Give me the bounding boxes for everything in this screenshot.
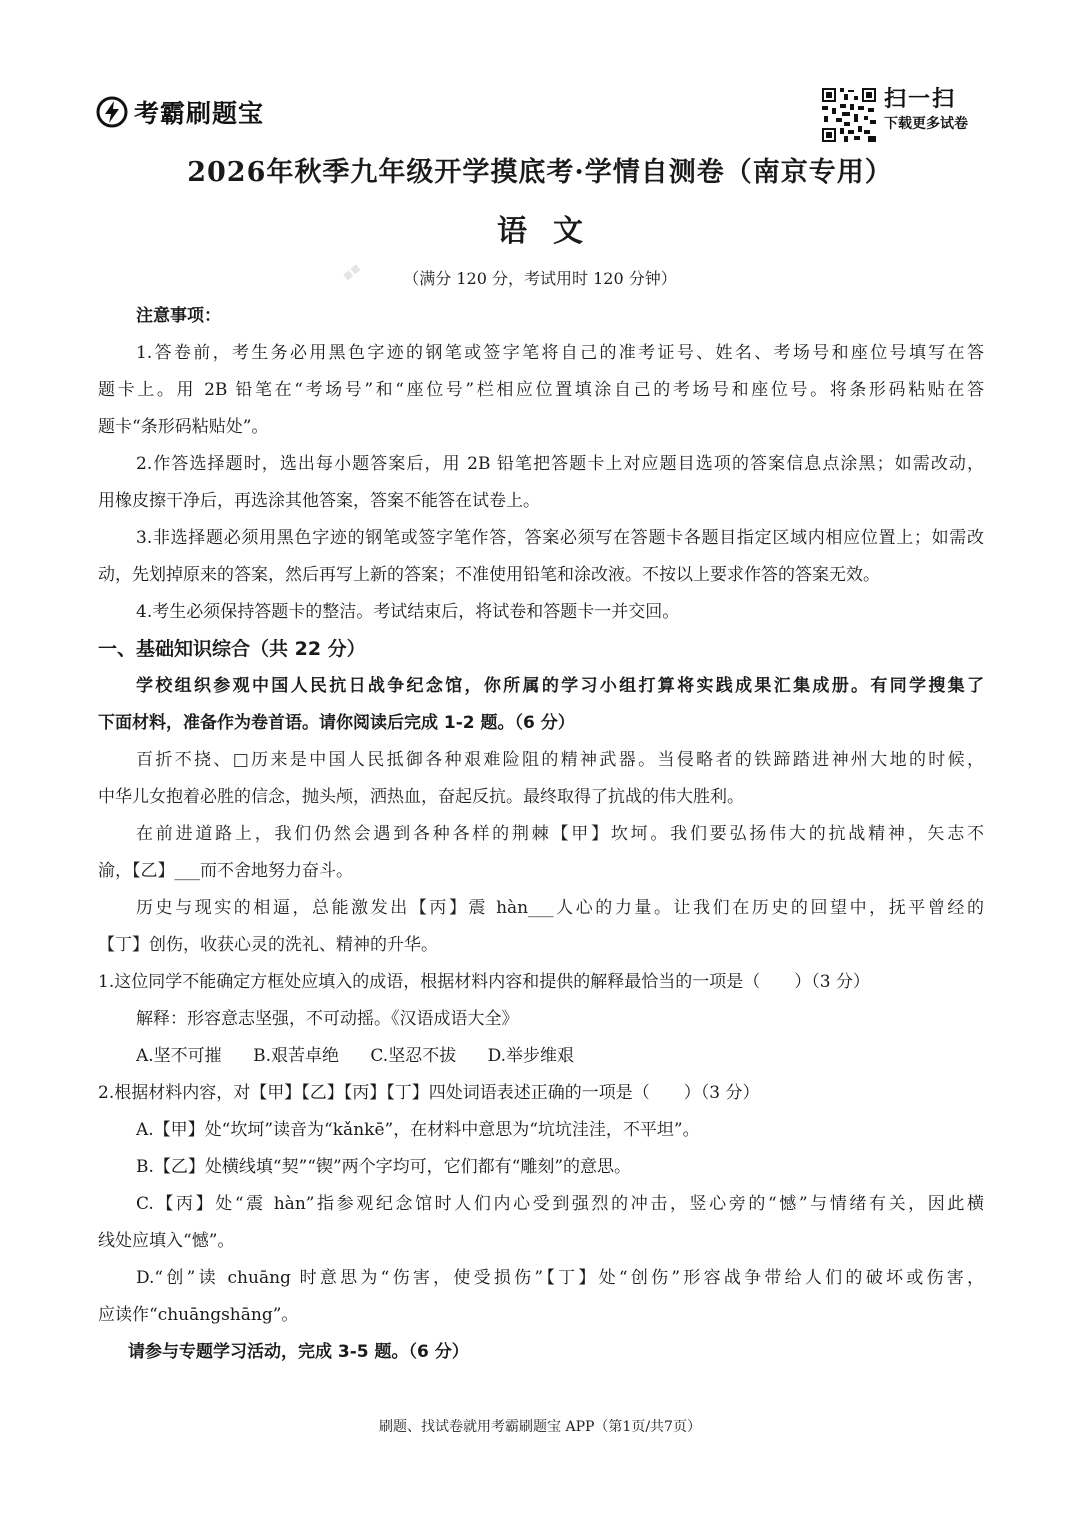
activity-intro: 请参与专题学习活动，完成 3-5 题。（6 分） [128,1342,469,1362]
notice-2: 2.作答选择题时，选出每小题答案后，用 2B 铅笔把答题卡上对应题目选项的答案信息点涂黑；如需改动， [136,454,984,474]
notice-1: 题卡“条形码粘贴处”。 [98,417,269,437]
question-2-option-c: 线处应填入“憾”。 [98,1231,235,1251]
option-a[interactable]: A.坚不可摧 [136,1046,222,1066]
logo-text: 考霸刷题宝 [134,99,265,128]
material-paragraph: 【丁】创伤，收获心灵的洗礼、精神的升华。 [98,935,438,955]
exam-title: 2026年秋季九年级开学摸底考·学情自测卷（南京专用） [187,157,893,188]
watermark-mark: ▪▪ [339,259,365,285]
question-2-option-c[interactable]: C.【丙】处“震 hàn”指参观纪念馆时人们内心受到强烈的冲击，竖心旁的“憾”与情绪有关，因此横 [136,1194,984,1214]
question-2-option-b[interactable]: B.【乙】处横线填“契”“锲”两个字均可，它们都有“雕刻”的意思。 [136,1157,632,1177]
option-b[interactable]: B.艰苦卓绝 [253,1046,339,1066]
brand-logo [96,94,264,130]
notice-3: 3.非选择题必须用黑色字迹的钢笔或签字笔作答，答案必须写在答题卡各题目指定区域内相应位置上；如需改 [136,528,984,548]
question-1-explanation: 解释：形容意志坚强，不可动摇。《汉语成语大全》 [136,1009,519,1029]
material-paragraph: 中华儿女抱着必胜的信念，抛头颅，洒热血，奋起反抗。最终取得了抗战的伟大胜利。 [98,787,744,807]
qr-sub-label: 下载更多试卷 [884,116,968,132]
question-2: 2.根据材料内容，对【甲】【乙】【丙】【丁】四处词语表述正确的一项是（ ）（3 分） [98,1083,760,1103]
notice-1: 题卡上。用 2B 铅笔在“考场号”和“座位号”栏相应位置填涂自己的考场号和座位号。将条形码粘贴在答 [98,380,984,400]
question-2-option-a[interactable]: A.【甲】处“坎坷”读音为“kǎnkē”，在材料中意思为“坑坑洼洼，不平坦”。 [136,1120,700,1140]
question-1: 1.这位同学不能确定方框处应填入的成语，根据材料内容和提供的解释最恰当的一项是（ ）（3 分） [98,972,870,992]
material-paragraph: 渝，【乙】___而不舍地努力奋斗。 [98,861,353,881]
material-paragraph: 在前进道路上，我们仍然会遇到各种各样的荆棘【甲】坎坷。我们要弘扬伟大的抗战精神，矢志不 [136,824,984,844]
question-2-option-d[interactable]: D.“创”读 chuāng 时意思为“伤害，使受损伤”【丁】处“创伤”形容战争带给人们的破坏或伤害， [136,1268,984,1288]
material-intro: 下面材料，准备作为卷首语。请你阅读后完成 1-2 题。（6 分） [98,713,575,733]
lightning-bolt-icon [96,96,128,128]
notice-1: 1.答卷前，考生务必用黑色字迹的钢笔或签字笔将自己的准考证号、姓名、考场号和座位号填写在答 [136,343,984,363]
notice-2: 用橡皮擦干净后，再选涂其他答案，答案不能答在试卷上。 [98,491,540,511]
qr-code-icon [820,86,878,144]
question-1-options [98,1038,984,1075]
question-2-option-d: 应读作“chuāngshāng”。 [98,1305,299,1325]
exam-content [98,298,984,1371]
page-footer: 刷题、找试卷就用考霸刷题宝 APP（第1页/共7页） [379,1419,701,1435]
material-paragraph: 百折不挠、□历来是中国人民抵御各种艰难险阻的精神武器。当侵略者的铁蹄踏进神州大地的时候， [136,750,984,770]
notice-heading: 注意事项： [136,306,221,326]
notice-3: 动，先划掉原来的答案，然后再写上新的答案；不准使用铅笔和涂改液。不按以上要求作答的答案无效。 [98,565,880,585]
notice-4: 4.考生必须保持答题卡的整洁。考试结束后，将试卷和答题卡一并交回。 [136,602,680,622]
option-d[interactable]: D.举步维艰 [487,1046,575,1066]
qr-download[interactable] [820,86,968,144]
qr-scan-label: 扫一扫 [884,87,957,112]
score-note: （满分 120 分，考试用时 120 分钟） [403,269,677,288]
material-intro: 学校组织参观中国人民抗日战争纪念馆，你所属的学习小组打算将实践成果汇集成册。有同学搜集了 [136,676,984,696]
material-paragraph: 历史与现实的相逼，总能激发出【丙】震 hàn___人心的力量。让我们在历史的回望中，抚平曾经的 [136,898,984,918]
exam-subject: 语文 [497,214,609,249]
option-c[interactable]: C.坚忍不拔 [370,1046,457,1066]
section-heading: 一、基础知识综合（共 22 分） [98,638,366,660]
